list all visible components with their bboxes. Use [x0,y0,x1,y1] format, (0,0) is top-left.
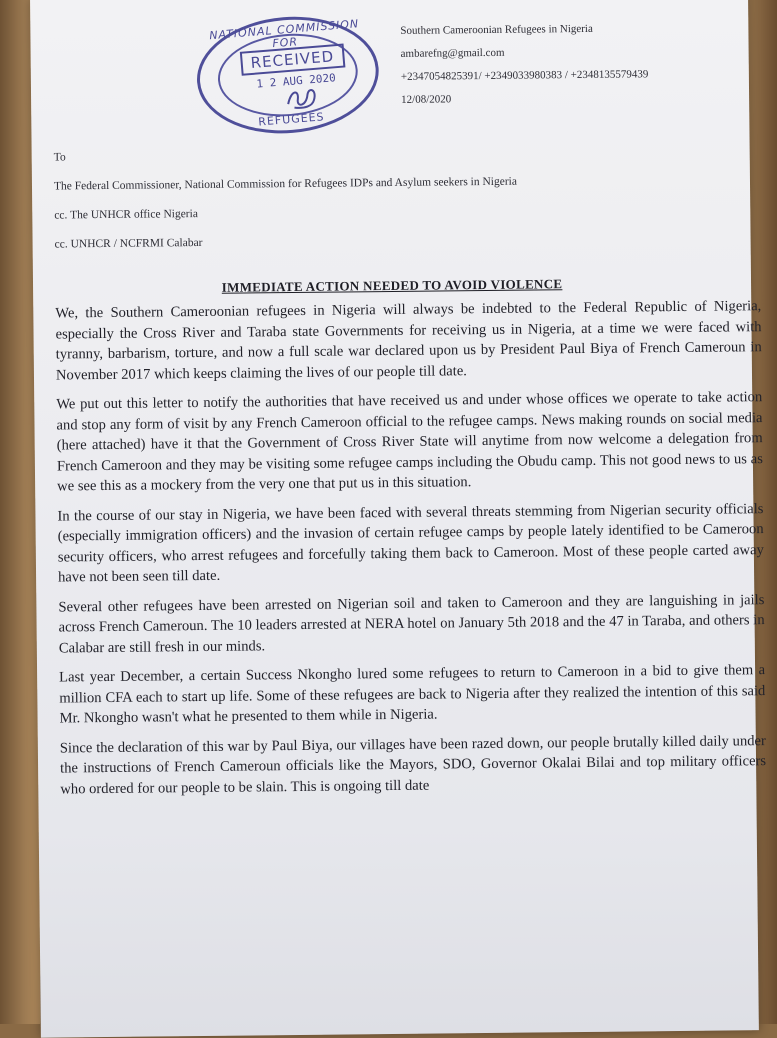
stamp-received-label: RECEIVED [240,44,345,76]
addressee-cc-2: cc. UNHCR / NCFRMI Calabar [54,236,203,251]
sender-block [400,17,648,112]
letter-heading: IMMEDIATE ACTION NEEDED TO AVOID VIOLENCE [221,276,563,295]
addressee-to: To [53,151,66,164]
addressee-recipient: The Federal Commissioner, National Commission for Refugees IDPs and Asylum seekers in Nigeria [53,175,518,193]
body-paragraph-3: In the course of our stay in Nigeria, we have been faced with several threats stemming from Nigerian security officials (especially immigration officers) and the invasion of certain refugee camps by people lately identified to be Cameroon security officers, who arrest refugees and forcefully taking them back to Cameroon. Most of these people carted away have not been seen till date. [57,500,764,586]
letter-body [55,296,766,808]
stamp-top-text: NATIONAL COMMISSION FOR [208,17,360,51]
body-paragraph-1: We, the Southern Cameroonian refugees in Nigeria will always be indebted to the Federal Republic of Nigeria, especially the Cross River and Taraba state Governments for receiving us in Nigeria, at a time we were faced with tyranny, barbarism, torture, and now a full scale war declared upon us by President Paul Biya of French Cameroun in November 2017 which keeps claiming the lives of our people till date. [55,298,762,384]
stamp-signature-icon [283,83,325,112]
addressee-block [54,139,518,260]
body-paragraph-2: We put out this letter to notify the authorities that have received us and under whose offices we operate to take action and stop any form of visit by any French Cameroon official to the refugee camps. News making rounds on social media (here attached) have it that the Government of Cross River State will anytime from now welcome a delegation from French Cameroon and they may be visiting some refugee camps including the Obudu camp. This not good news to us as we see this as a mockery from the very one that put us in this situation. [56,389,763,495]
stamp-bottom-text: REFUGEES [257,110,326,129]
body-paragraph-6: Since the declaration of this war by Paul Biya, our villages have been razed down, our people brutally killed daily under the instructions of French Cameroun officials like the Mayors, SDO, Governor Okalai Bilai and top military officers who ordered for our people to be slain. This is ongoing till date [59,732,767,797]
received-stamp [192,10,383,140]
sender-phones: +2347054825391/ +2349033980383 / +2348135579439 [400,68,649,83]
addressee-cc-1: cc. The UNHCR office Nigeria [54,208,198,222]
letter-content [30,0,767,1038]
letter-page [30,0,767,1038]
sender-organization: Southern Cameroonian Refugees in Nigeria [400,22,593,37]
body-paragraph-5: Last year December, a certain Success Nkongho lured some refugees to return to Cameroon in a bid to give them a million CFA each to start up life. Some of these refugees are back to Nigeria after they realized the intention of this said Mr. Nkongho wasn't what he presented to them while in Nigeria. [59,662,766,727]
body-paragraph-4: Several other refugees have been arrested on Nigerian soil and taken to Cameroon and they are languishing in jails across French Cameroun. The 10 leaders arrested at NERA hotel on January 5th 2018 and the 47 in Taraba, and others in Calabar are still fresh in our minds. [58,591,765,656]
stamp-date: 1 2 AUG 2020 [255,71,337,91]
letter-date: 12/08/2020 [401,93,452,106]
sender-email: ambarefng@gmail.com [400,46,505,60]
